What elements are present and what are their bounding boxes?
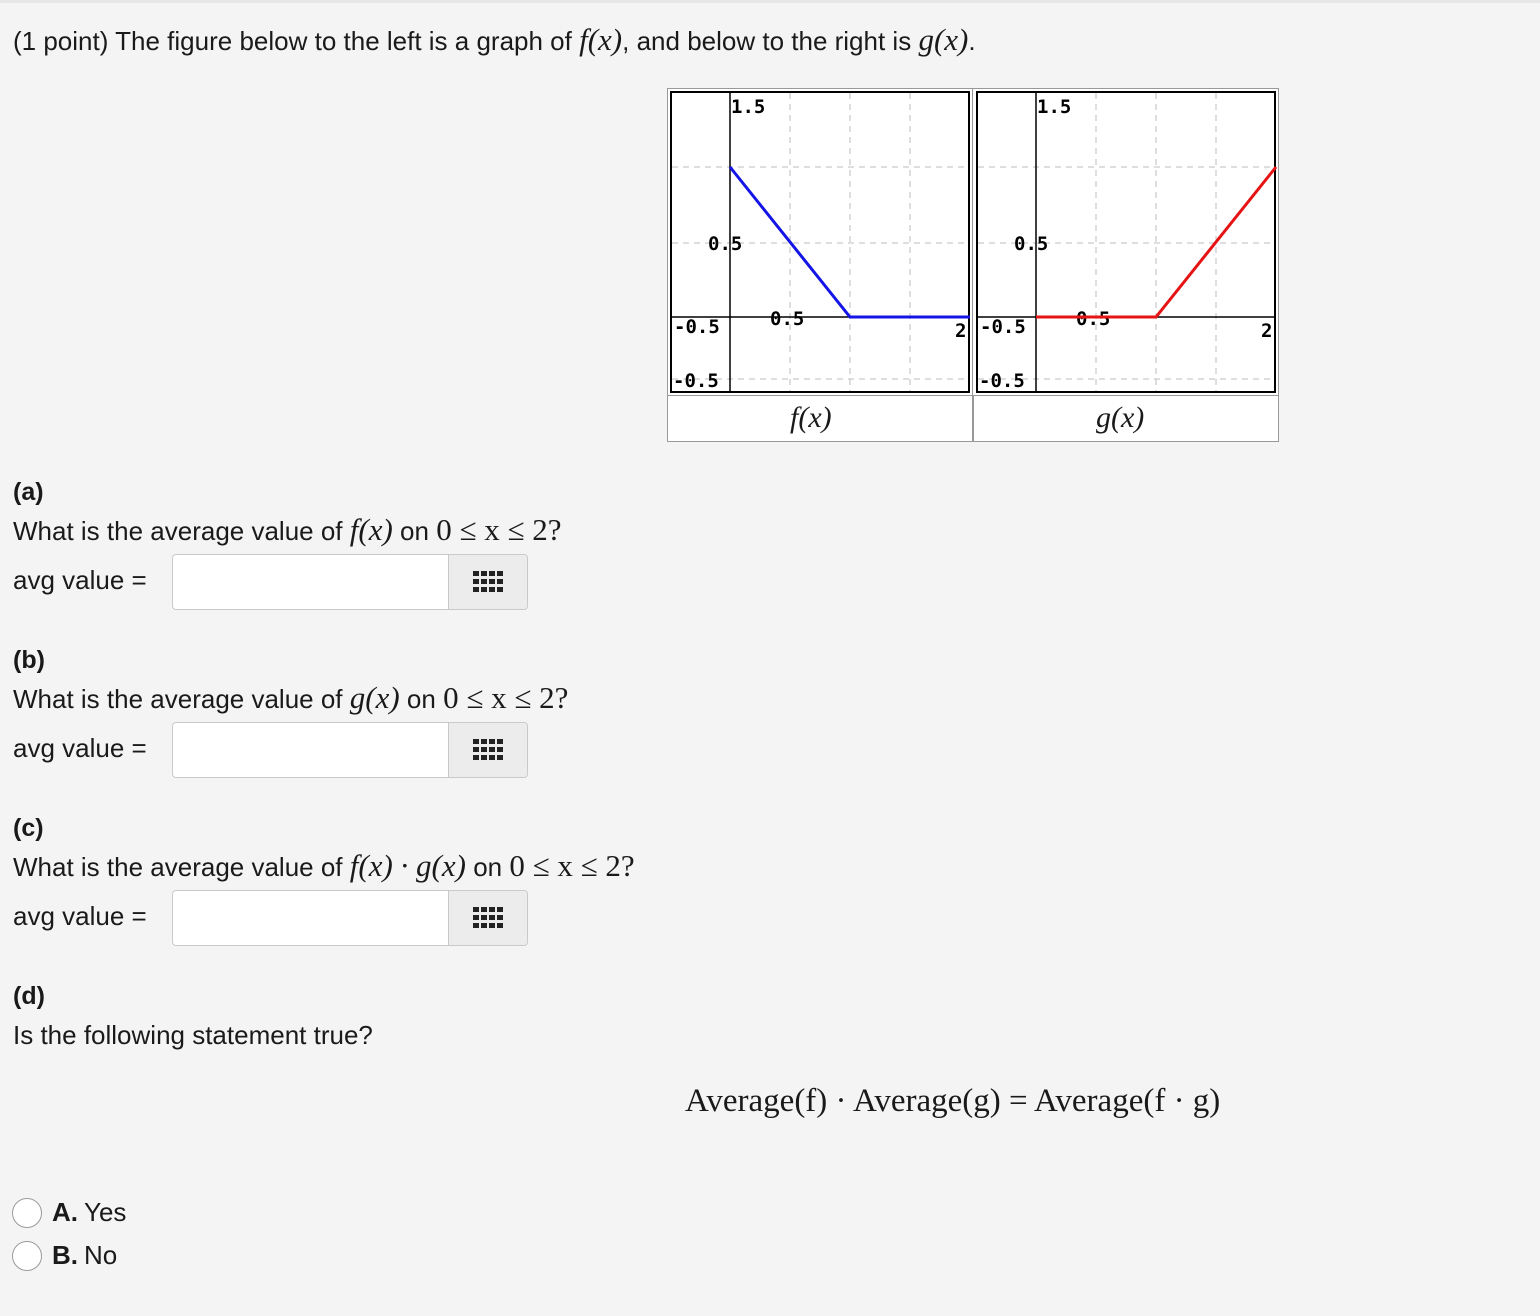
part-c-answer-box xyxy=(172,890,528,946)
part-a-question xyxy=(13,512,561,548)
f-label-x-neg: -0.5 xyxy=(674,316,720,338)
part-b-on: on xyxy=(406,684,436,714)
part-d-label: (d) xyxy=(13,982,45,1010)
f-graph-cell xyxy=(668,89,973,441)
g-label-x-end: 2 xyxy=(1261,320,1273,342)
part-b-question xyxy=(13,680,568,716)
g-label-y-neg: -0.5 xyxy=(979,370,1025,392)
part-a-avg-label: avg value = xyxy=(13,565,147,595)
part-b-equation-editor-button[interactable] xyxy=(448,723,527,777)
g-symbol: g(x) xyxy=(918,22,969,57)
part-c-question xyxy=(13,848,635,884)
intro-text-1: The figure below to the left is a graph of xyxy=(115,26,572,56)
part-c-text: What is the average value of xyxy=(13,852,343,882)
f-label-y-neg: -0.5 xyxy=(673,370,719,392)
g-caption: g(x) xyxy=(1096,401,1145,434)
f-caption: f(x) xyxy=(790,401,832,434)
option-no-letter: B. xyxy=(52,1240,78,1270)
part-c-answer-input[interactable] xyxy=(173,891,451,945)
part-a-on: on xyxy=(400,516,429,546)
part-a-text: What is the average value of xyxy=(13,516,343,546)
intro-text-2: , and below to the right is xyxy=(622,26,912,56)
radio-yes[interactable] xyxy=(12,1198,42,1228)
grid-icon xyxy=(473,739,503,761)
g-graph xyxy=(974,89,1278,395)
part-b-text: What is the average value of xyxy=(13,684,343,714)
problem-intro xyxy=(13,22,976,58)
graphs-figure xyxy=(667,88,1279,442)
part-b-range: 0 ≤ x ≤ 2? xyxy=(443,680,569,715)
part-a-label: (a) xyxy=(13,478,44,506)
part-c-label: (c) xyxy=(13,814,44,842)
part-b-label: (b) xyxy=(13,646,45,674)
part-c-avg-label: avg value = xyxy=(13,901,147,931)
option-yes-letter: A. xyxy=(52,1197,78,1227)
part-b-fn: g(x) xyxy=(349,680,400,715)
g-label-y-top: 1.5 xyxy=(1037,96,1072,118)
f-label-y-mid: 0.5 xyxy=(708,233,743,255)
g-label-y-mid: 0.5 xyxy=(1014,233,1049,255)
g-label-x-pos: 0.5 xyxy=(1076,308,1111,330)
f-label-x-end: 2 xyxy=(955,320,967,342)
f-label-y-top: 1.5 xyxy=(731,96,766,118)
part-b-avg-label: avg value = xyxy=(13,733,147,763)
part-b-answer-box xyxy=(172,722,528,778)
top-divider xyxy=(0,0,1540,3)
grid-icon xyxy=(473,571,503,593)
part-c-on: on xyxy=(473,852,503,882)
g-graph-cell xyxy=(974,89,1279,441)
g-label-x-neg: -0.5 xyxy=(980,316,1026,338)
average-statement: Average(f) · Average(g) = Average(f · g) xyxy=(685,1083,1221,1119)
option-no-text: No xyxy=(84,1240,118,1270)
part-a-equation-editor-button[interactable] xyxy=(448,555,527,609)
part-c-equation-editor-button[interactable] xyxy=(448,891,527,945)
part-a-fn: f(x) xyxy=(349,512,393,547)
part-c-fn: f(x) · g(x) xyxy=(349,848,466,883)
part-a-answer-box xyxy=(172,554,528,610)
option-yes[interactable] xyxy=(12,1197,126,1228)
part-b-answer-input[interactable] xyxy=(173,723,451,777)
part-a-answer-input[interactable] xyxy=(173,555,451,609)
part-c-range: 0 ≤ x ≤ 2? xyxy=(509,848,635,883)
f-graph xyxy=(668,89,972,395)
f-symbol: f(x) xyxy=(579,22,623,57)
grid-icon xyxy=(473,907,503,929)
points-label: (1 point) xyxy=(13,26,109,56)
radio-no[interactable] xyxy=(12,1241,42,1271)
intro-end: . xyxy=(968,26,976,56)
f-label-x-pos: 0.5 xyxy=(770,308,805,330)
option-no[interactable] xyxy=(12,1240,117,1271)
part-d-question: Is the following statement true? xyxy=(13,1020,373,1050)
option-yes-text: Yes xyxy=(84,1197,127,1227)
part-a-range: 0 ≤ x ≤ 2? xyxy=(436,512,562,547)
